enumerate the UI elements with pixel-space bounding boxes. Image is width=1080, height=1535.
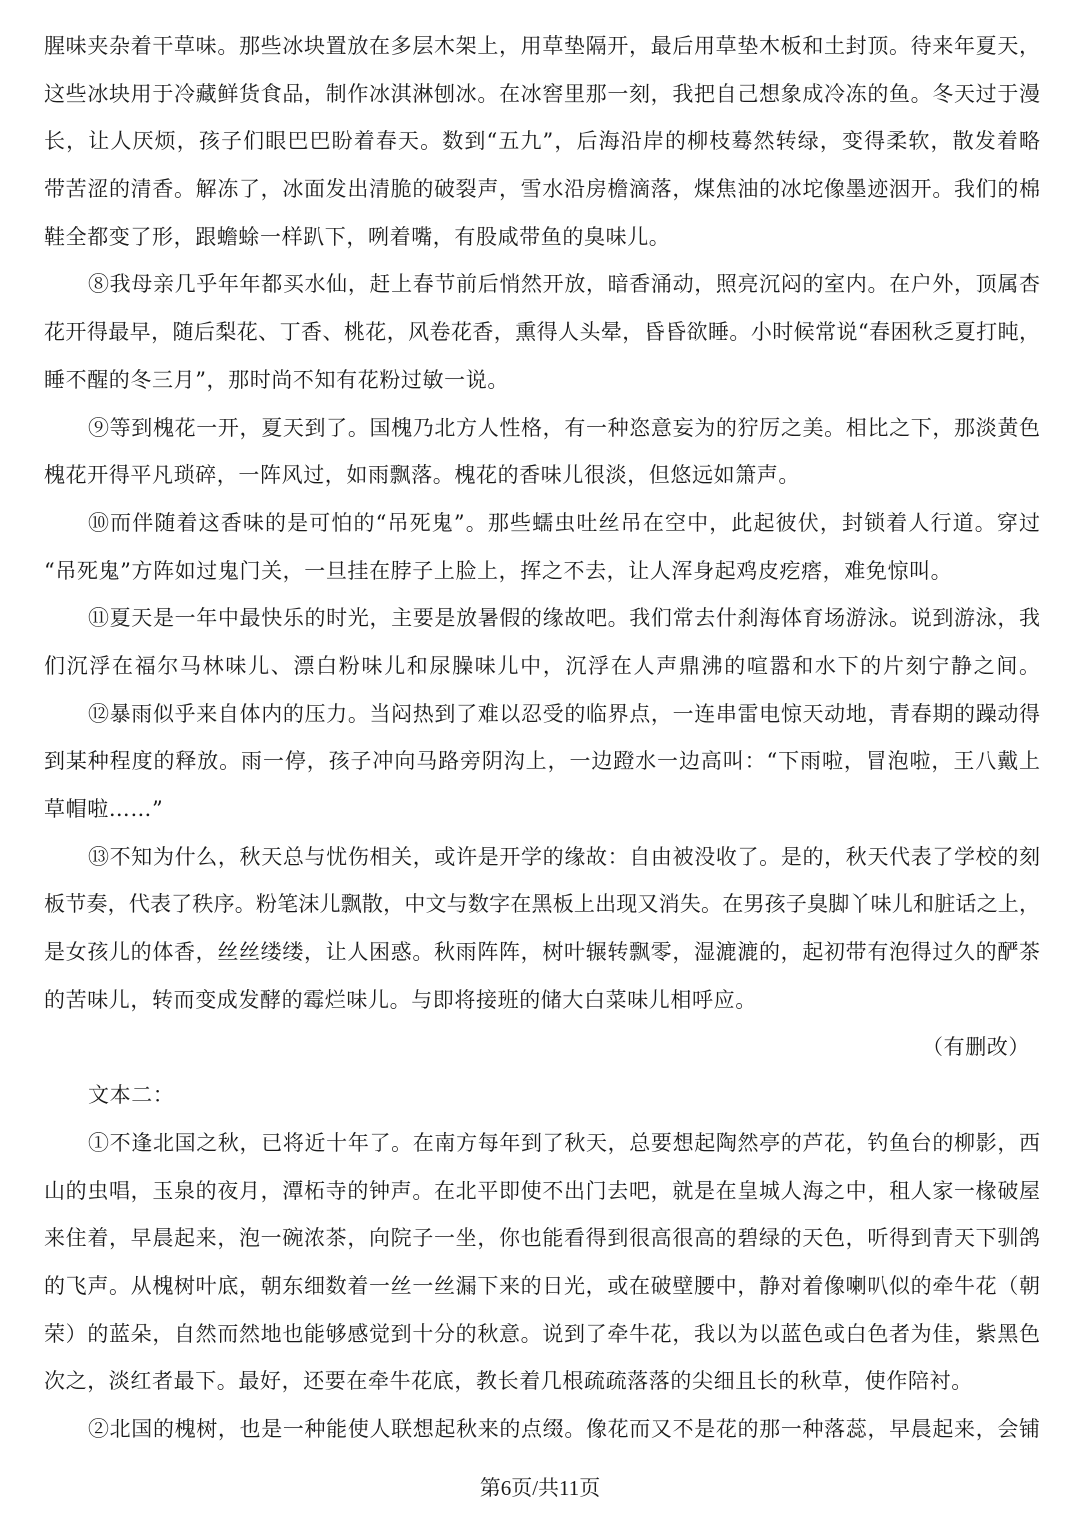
text-line: 的飞声。从槐树叶底，朝东细数着一丝一丝漏下来的日光，或在破壁腰中，静对着像喇叭似的牵牛花（朝 bbox=[44, 1273, 1040, 1298]
text-line: ⑧我母亲几乎年年都买水仙，赶上春节前后悄然开放，暗香涌动，照亮沉闷的室内。在户外，顶属杏 bbox=[88, 272, 1040, 297]
text-line: 花开得最早，随后梨花、丁香、桃花，风卷花香，熏得人头晕，昏昏欲睡。小时候常说“春困秋乏夏打盹， bbox=[44, 320, 1040, 345]
text-line: ⑪夏天是一年中最快乐的时光，主要是放暑假的缘故吧。我们常去什刹海体育场游泳。说到游泳，我 bbox=[88, 606, 1040, 631]
text-line: 次之，淡红者最下。最好，还要在牵牛花底，教长着几根疏疏落落的尖细且长的秋草，使作陪衬。 bbox=[44, 1369, 973, 1394]
text-line: 槐花开得平凡琐碎，一阵风过，如雨飘落。槐花的香味儿很淡，但悠远如箫声。 bbox=[44, 463, 800, 488]
paragraph-13 bbox=[44, 834, 1040, 1025]
paragraph-12 bbox=[44, 691, 1040, 834]
text2-paragraph-2 bbox=[44, 1406, 1040, 1454]
text-line: ⑫暴雨似乎来自体内的压力。当闷热到了难以忍受的临界点，一连串雷电惊天动地，青春期的躁动得 bbox=[88, 701, 1040, 726]
text-line: 鞋全都变了形，跟蟾蜍一样趴下，咧着嘴，有股咸带鱼的臭味儿。 bbox=[44, 224, 671, 249]
text-line: 们沉浮在福尔马林味儿、漂白粉味儿和尿臊味儿中，沉浮在人声鼎沸的喧嚣和水下的片刻宁静之间。 bbox=[44, 653, 1040, 678]
text-line: 山的虫唱，玉泉的夜月，潭柘寺的钟声。在北平即使不出门去吧，就是在皇城人海之中，租人家一椽破屋 bbox=[44, 1178, 1040, 1203]
text-line: “吊死鬼”方阵如过鬼门关，一旦挂在脖子上脸上，挥之不去，让人浑身起鸡皮疙瘩，难免惊叫。 bbox=[44, 558, 953, 583]
paragraph-8 bbox=[44, 261, 1040, 404]
text-line: ②北国的槐树，也是一种能使人联想起秋来的点缀。像花而又不是花的那一种落蕊，早晨起来，会铺 bbox=[88, 1416, 1040, 1441]
text-line: 是女孩儿的体香，丝丝缕缕，让人困惑。秋雨阵阵，树叶辗转飘零，湿漉漉的，起初带有泡得过久的酽茶 bbox=[44, 940, 1040, 965]
text2-paragraph-1 bbox=[44, 1120, 1040, 1406]
text-line: ⑩而伴随着这香味的是可怕的“吊死鬼”。那些蠕虫吐丝吊在空中，此起彼伏，封锁着人行道。穿过 bbox=[88, 510, 1040, 535]
source-note: （有删改） bbox=[922, 1035, 1030, 1060]
text-line: ⑨等到槐花一开，夏天到了。国槐乃北方人性格，有一种恣意妄为的狞厉之美。相比之下，那淡黄色 bbox=[88, 415, 1040, 440]
text-line: 腥味夹杂着干草味。那些冰块置放在多层木架上，用草垫隔开，最后用草垫木板和土封顶。待来年夏天， bbox=[44, 34, 1040, 58]
text-line: ①不逢北国之秋，已将近十年了。在南方每年到了秋天，总要想起陶然亭的芦花，钓鱼台的柳影，西 bbox=[88, 1130, 1040, 1155]
paragraph-9 bbox=[44, 405, 1040, 500]
text-line: ⑬不知为什么，秋天总与忧伤相关，或许是开学的缘故：自由被没收了。是的，秋天代表了学校的刻 bbox=[88, 844, 1040, 869]
text-line: 的苦味儿，转而变成发酵的霉烂味儿。与即将接班的储大白菜味儿相呼应。 bbox=[44, 987, 757, 1012]
paragraph-10 bbox=[44, 500, 1040, 595]
text-line: 荣）的蓝朵，自然而然地也能够感觉到十分的秋意。说到了牵牛花，我以为以蓝色或白色者为佳，紫黑色 bbox=[44, 1321, 1040, 1346]
text-line: 睡不醒的冬三月”，那时尚不知有花粉过敏一说。 bbox=[44, 367, 509, 392]
text-line: 板节奏，代表了秩序。粉笔沫儿飘散，中文与数字在黑板上出现又消失。在男孩子臭脚丫味儿和脏话之上， bbox=[44, 892, 1040, 917]
page-number: 第6页/共11页 bbox=[479, 1476, 601, 1500]
text-line: 来住着，早晨起来，泡一碗浓茶，向院子一坐，你也能看得到很高很高的碧绿的天色，听得到青天下驯鸽 bbox=[44, 1226, 1040, 1251]
text-line: 草帽啦……” bbox=[44, 797, 164, 821]
text-line: 到某种程度的释放。雨一停，孩子冲向马路旁阴沟上，一边蹬水一边高叫：“下雨啦，冒泡啦，王八戴上 bbox=[44, 749, 1040, 774]
text-line: 带苦涩的清香。解冻了，冰面发出清脆的破裂声，雪水沿房檐滴落，煤焦油的冰坨像墨迹洇开。我们的棉 bbox=[44, 177, 1040, 202]
text-line: 这些冰块用于冷藏鲜货食品，制作冰淇淋刨冰。在冰窖里那一刻，我把自己想象成冷冻的鱼。冬天过于漫 bbox=[44, 81, 1040, 106]
text-line: 长，让人厌烦，孩子们眼巴巴盼着春天。数到“五九”，后海沿岸的柳枝蓦然转绿，变得柔软，散发着略 bbox=[44, 129, 1040, 154]
paragraph-continuation bbox=[44, 23, 1040, 261]
document-page-body bbox=[44, 23, 1040, 1454]
text2-heading: 文本二： bbox=[88, 1083, 175, 1108]
paragraph-11 bbox=[44, 595, 1040, 690]
